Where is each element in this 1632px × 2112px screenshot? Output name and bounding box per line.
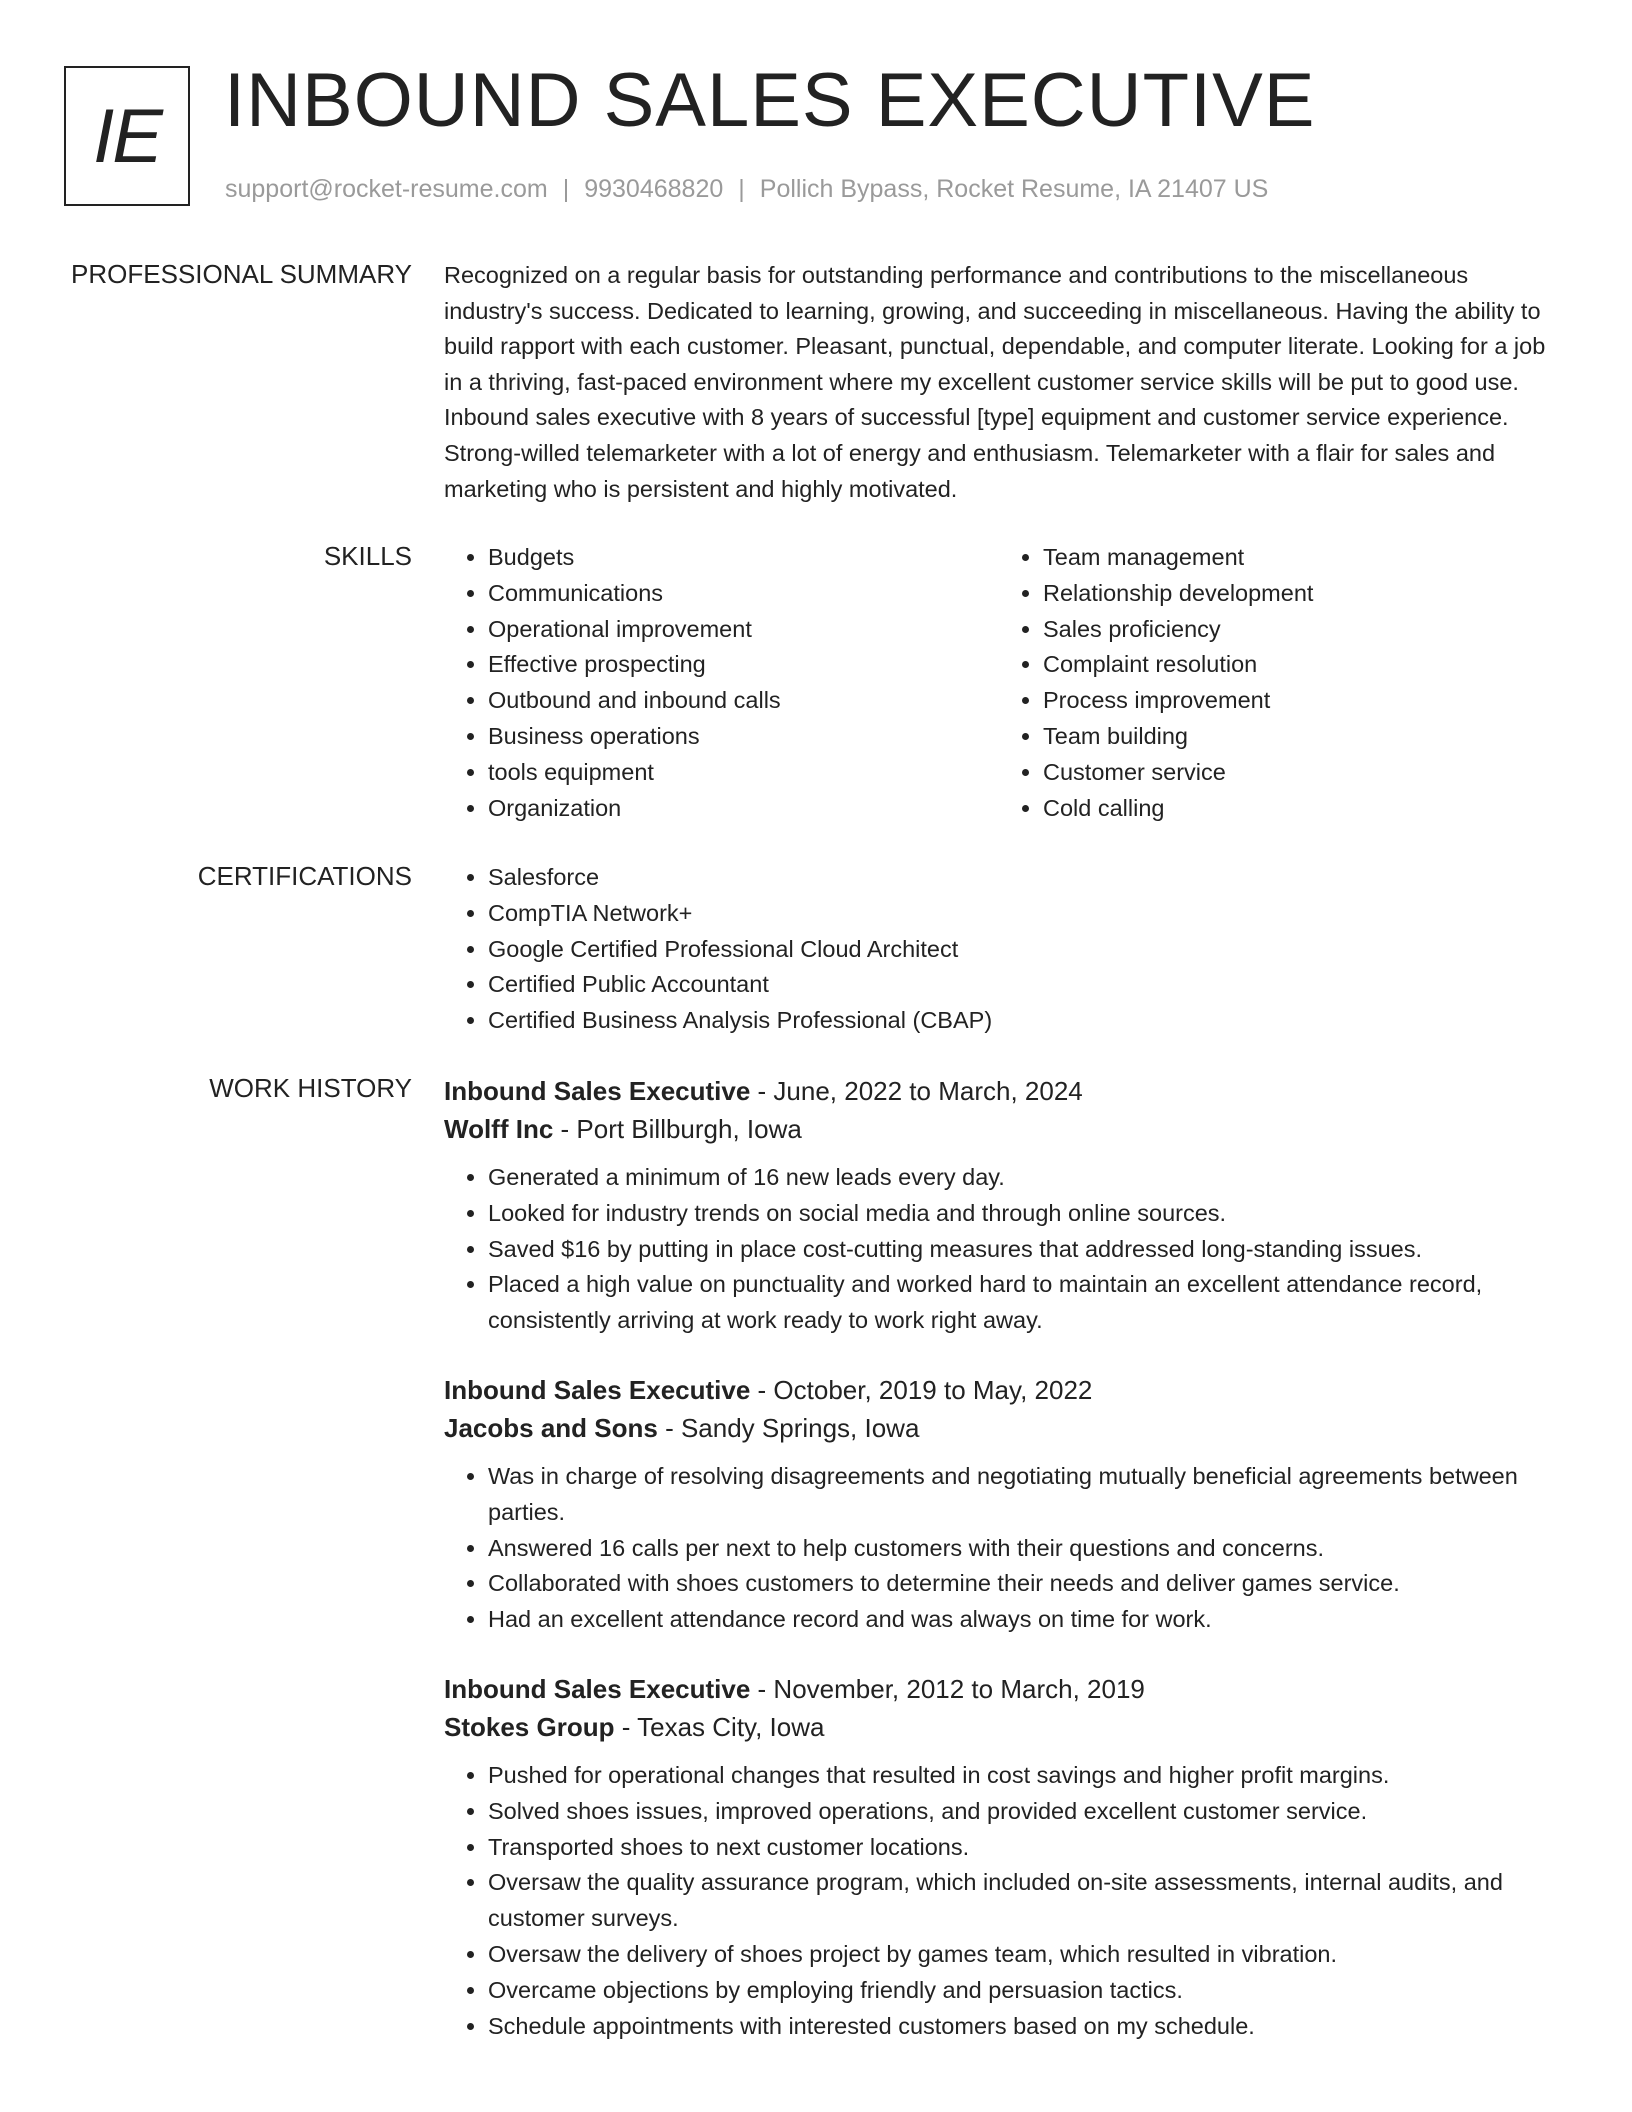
job-title: Inbound Sales Executive (444, 1673, 751, 1704)
skill-item: • Effective prospecting (488, 647, 999, 683)
job-dates: - June, 2022 to March, 2024 (750, 1076, 1083, 1106)
skill-item: • Process improvement (1043, 683, 1554, 719)
section-label-skills: SKILLS (323, 541, 412, 571)
certifications-list (444, 860, 1554, 1039)
job-company-line (444, 1409, 1554, 1447)
initials-monogram (64, 66, 190, 206)
skill-item: • Business operations (488, 719, 999, 755)
job-bullets (444, 1160, 1554, 1339)
certification-item: • Certified Public Accountant (488, 967, 1554, 1003)
contact-email[interactable]: support@rocket-resume.com (225, 175, 548, 203)
job-title-line (444, 1670, 1554, 1708)
skill-item: • Customer service (1043, 755, 1554, 791)
job-location: - Sandy Springs, Iowa (657, 1412, 920, 1443)
job-bullet: • Looked for industry trends on social media and through online sources. (488, 1196, 1554, 1232)
contact-separator: | (562, 175, 570, 203)
skill-item: • tools equipment (488, 755, 999, 791)
job-bullet: • Oversaw the quality assurance program, which included on-site assessments, internal audits, and customer surveys. (488, 1865, 1554, 1937)
job-location: - Port Billburgh, Iowa (553, 1114, 802, 1144)
job-entry (444, 1371, 1554, 1638)
skills-list-left (444, 540, 999, 826)
section-label-work-history: WORK HISTORY (209, 1073, 412, 1103)
job-title-line (444, 1371, 1554, 1409)
skill-item: • Complaint resolution (1043, 647, 1554, 683)
job-bullet: • Overcame objections by employing friendly and persuasion tactics. (488, 1973, 1554, 2009)
skill-item: • Sales proficiency (1043, 612, 1554, 648)
job-bullet: • Placed a high value on punctuality and worked hard to maintain an excellent attendance record, consistently arriving at work ready to work right away. (488, 1267, 1554, 1339)
skill-item: • Outbound and inbound calls (488, 683, 999, 719)
job-entry (444, 1072, 1554, 1339)
contact-line (225, 174, 1268, 204)
initials-text: IE (93, 93, 161, 179)
certification-item: • CompTIA Network+ (488, 896, 1554, 932)
job-bullet: • Answered 16 calls per next to help customers with their questions and concerns. (488, 1531, 1554, 1567)
resume-title: INBOUND SALES EXECUTIVE (224, 58, 1316, 143)
job-company: Wolff Inc (444, 1114, 554, 1144)
job-dates: - November, 2012 to March, 2019 (750, 1673, 1145, 1704)
job-bullet: • Was in charge of resolving disagreements and negotiating mutually beneficial agreements between parties. (488, 1459, 1554, 1531)
job-bullets (444, 1459, 1554, 1638)
certification-item: • Google Certified Professional Cloud Architect (488, 932, 1554, 968)
skill-item: • Cold calling (1043, 791, 1554, 827)
job-bullet: • Solved shoes issues, improved operations, and provided excellent customer service. (488, 1794, 1554, 1830)
job-bullet: • Collaborated with shoes customers to determine their needs and deliver games service. (488, 1566, 1554, 1602)
job-bullet: • Saved $16 by putting in place cost-cutting measures that addressed long-standing issues. (488, 1232, 1554, 1268)
job-company-line (444, 1708, 1554, 1746)
job-bullet: • Had an excellent attendance record and was always on time for work. (488, 1602, 1554, 1638)
skill-item: • Communications (488, 576, 999, 612)
job-company: Stokes Group (444, 1711, 615, 1742)
job-entry (444, 1670, 1554, 2044)
contact-phone[interactable]: 9930468820 (584, 175, 724, 203)
skill-item: • Relationship development (1043, 576, 1554, 612)
section-label-summary: PROFESSIONAL SUMMARY (71, 259, 412, 289)
job-dates: - October, 2019 to May, 2022 (750, 1374, 1093, 1405)
skill-item: • Team management (1043, 540, 1554, 576)
job-title: Inbound Sales Executive (444, 1374, 751, 1405)
job-bullet: • Oversaw the delivery of shoes project by games team, which resulted in vibration. (488, 1937, 1554, 1973)
contact-address: Pollich Bypass, Rocket Resume, IA 21407 US (759, 175, 1269, 203)
job-bullet: • Transported shoes to next customer locations. (488, 1830, 1554, 1866)
job-title: Inbound Sales Executive (444, 1076, 751, 1106)
job-company-line (444, 1110, 1554, 1148)
skill-item: • Operational improvement (488, 612, 999, 648)
skill-item: • Budgets (488, 540, 999, 576)
job-bullet: • Generated a minimum of 16 new leads every day. (488, 1160, 1554, 1196)
skill-item: • Organization (488, 791, 999, 827)
section-label-certifications: CERTIFICATIONS (197, 861, 412, 891)
job-bullet: • Pushed for operational changes that resulted in cost savings and higher profit margins. (488, 1758, 1554, 1794)
skills-list-right (999, 540, 1554, 826)
job-bullets (444, 1758, 1554, 2044)
summary-text: Recognized on a regular basis for outstanding performance and contributions to the miscellaneous industry's success. Dedicated to learning, growing, and succeeding in miscellaneous. Having the ability to build rapport with each customer. Pleasant, punctual, dependable, and computer literate. Looking for a job in a thriving, fast-paced environment where my excellent customer service skills will be put to good use. Inbound sales executive with 8 years of successful [type] equipment and customer service experience. Strong-willed telemarketer with a lot of energy and enthusiasm. Telemarketer with a flair for sales and marketing who is persistent and highly motivated. (444, 262, 1546, 502)
certification-item: • Salesforce (488, 860, 1554, 896)
job-company: Jacobs and Sons (444, 1412, 658, 1443)
job-bullet: • Schedule appointments with interested customers based on my schedule. (488, 2009, 1554, 2045)
certification-item: • Certified Business Analysis Professional (CBAP) (488, 1003, 1554, 1039)
job-location: - Texas City, Iowa (614, 1711, 825, 1742)
job-title-line (444, 1072, 1554, 1110)
contact-separator: | (738, 175, 745, 203)
skill-item: • Team building (1043, 719, 1554, 755)
